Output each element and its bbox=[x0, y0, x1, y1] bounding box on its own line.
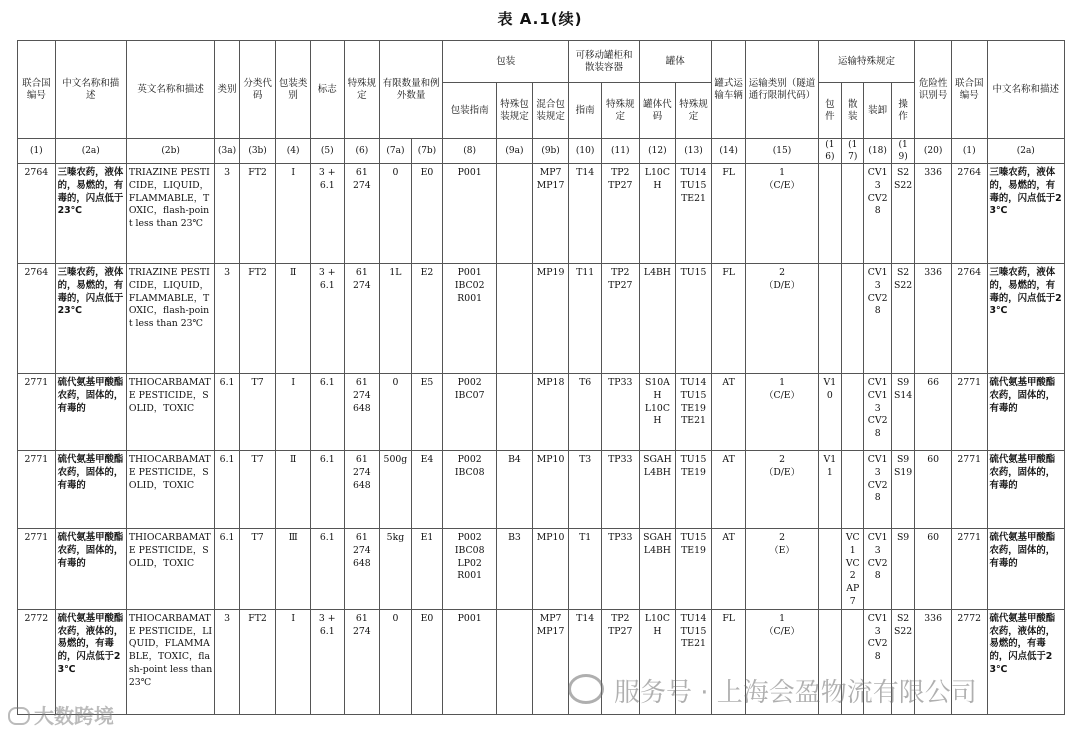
header-operation: 操作 bbox=[891, 83, 914, 139]
table-row bbox=[18, 374, 1065, 451]
cell-c14: AT bbox=[711, 529, 746, 610]
cell-c17: VC1 VC2 AP7 bbox=[842, 529, 864, 610]
cell-c13: TU14 TU15 TE21 bbox=[676, 164, 712, 264]
watermark-left bbox=[8, 700, 114, 729]
header-vehicle: 罐式运输车辆 bbox=[711, 41, 746, 139]
cell-c10: T14 bbox=[569, 164, 602, 264]
cell-c11: TP33 bbox=[601, 451, 639, 529]
cell-c2ar: 硫代氨基甲酸酯农药，固体的，有毒的 bbox=[987, 374, 1064, 451]
cell-c10: T11 bbox=[569, 264, 602, 374]
cell-c7b: E5 bbox=[411, 374, 443, 451]
cell-c19: S9 bbox=[891, 529, 914, 610]
header-labels: 标志 bbox=[310, 41, 344, 139]
cell-c1: 2764 bbox=[18, 164, 56, 264]
column-number: (14) bbox=[711, 139, 746, 164]
header-tank-code: 罐体代码 bbox=[639, 83, 676, 139]
cell-c1r: 2764 bbox=[951, 264, 987, 374]
cell-c3a: 6.1 bbox=[215, 451, 239, 529]
cell-c8: P001 bbox=[443, 164, 497, 264]
cell-c11: TP2 TP27 bbox=[601, 609, 639, 714]
cell-c2a: 三嗪农药，液体的，易燃的，有毒的，闪点低于23℃ bbox=[55, 264, 126, 374]
cell-c7b: E0 bbox=[411, 609, 443, 714]
cell-c7b: E1 bbox=[411, 529, 443, 610]
cell-c3b: T7 bbox=[239, 529, 276, 610]
cell-c3a: 3 bbox=[215, 264, 239, 374]
watermark-right-text: 服务号 · 上海会盈物流有限公司 bbox=[614, 678, 977, 708]
header-tank-special: 特殊规定 bbox=[601, 83, 639, 139]
cell-c18: CV13 CV28 bbox=[864, 164, 891, 264]
cell-c18: CV13 CV28 bbox=[864, 609, 891, 714]
cell-c17 bbox=[842, 374, 864, 451]
cell-c7a: 0 bbox=[380, 609, 412, 714]
cell-c9b: MP7 MP17 bbox=[532, 609, 569, 714]
cell-c2b: THIOCARBAMATE PESTICIDE，LIQUID，FLAMMABLE，TOXIC，flash-point less than 23℃ bbox=[126, 609, 215, 714]
cell-c10: T1 bbox=[569, 529, 602, 610]
cell-c3b: FT2 bbox=[239, 609, 276, 714]
cell-c11: TP2 TP27 bbox=[601, 164, 639, 264]
column-number: (12) bbox=[639, 139, 676, 164]
table-title: 表 A.1(续) bbox=[497, 10, 583, 28]
cell-c12: SGAH L4BH bbox=[639, 529, 676, 610]
cell-c7b: E0 bbox=[411, 164, 443, 264]
cell-c16 bbox=[818, 264, 841, 374]
cell-c4: Ⅱ bbox=[276, 451, 311, 529]
watermark-right bbox=[568, 672, 977, 709]
cell-c2b: THIOCARBAMATE PESTICIDE，SOLID，TOXIC bbox=[126, 374, 215, 451]
cell-c14: AT bbox=[711, 451, 746, 529]
cell-c9a bbox=[497, 264, 533, 374]
column-number: (17) bbox=[842, 139, 864, 164]
cell-c15: 1 （C/E） bbox=[746, 164, 818, 264]
header-packaging: 包装 bbox=[443, 41, 569, 83]
cell-c1: 2771 bbox=[18, 374, 56, 451]
cell-c3b: FT2 bbox=[239, 164, 276, 264]
cell-c2a: 硫代氨基甲酸酯农药，固体的，有毒的 bbox=[55, 529, 126, 610]
cell-c8: P001 bbox=[443, 609, 497, 714]
cell-c16: V11 bbox=[818, 451, 841, 529]
cell-c6: 61 274 648 bbox=[344, 529, 380, 610]
column-number: (4) bbox=[276, 139, 311, 164]
cell-c5: 6.1 bbox=[310, 374, 344, 451]
cell-c19: S2 S22 bbox=[891, 609, 914, 714]
column-number-row bbox=[18, 139, 1065, 164]
cell-c9b: MP10 bbox=[532, 451, 569, 529]
cell-c4: Ⅲ bbox=[276, 529, 311, 610]
cell-c11: TP33 bbox=[601, 374, 639, 451]
column-number: (20) bbox=[915, 139, 952, 164]
column-number: (2a) bbox=[987, 139, 1064, 164]
column-number: (19) bbox=[891, 139, 914, 164]
cell-c9b: MP19 bbox=[532, 264, 569, 374]
cell-c13: TU14 TU15 TE19 TE21 bbox=[676, 374, 712, 451]
cell-c9a: B3 bbox=[497, 529, 533, 610]
cell-c8: P002 IBC08 LP02 R001 bbox=[443, 529, 497, 610]
cell-c1r: 2771 bbox=[951, 529, 987, 610]
cell-c9b: MP7 MP17 bbox=[532, 164, 569, 264]
cell-c4: Ⅱ bbox=[276, 264, 311, 374]
cell-c1r: 2771 bbox=[951, 451, 987, 529]
cell-c9a bbox=[497, 609, 533, 714]
cell-c5: 3 + 6.1 bbox=[310, 264, 344, 374]
header-name-cn-right: 中文名称和描述 bbox=[987, 41, 1064, 139]
cell-c2a: 硫代氨基甲酸酯农药，液体的，易燃的，有毒的，闪点低于23℃ bbox=[55, 609, 126, 714]
cell-c6: 61 274 bbox=[344, 164, 380, 264]
column-number: (1) bbox=[18, 139, 56, 164]
cell-c12: S10AH L10CH bbox=[639, 374, 676, 451]
column-number: (7a) bbox=[380, 139, 412, 164]
header-un-no-right: 联合国编号 bbox=[951, 41, 987, 139]
cell-c18: CV13 CV28 bbox=[864, 451, 891, 529]
cell-c9b: MP10 bbox=[532, 529, 569, 610]
cell-c17 bbox=[842, 451, 864, 529]
cell-c7b: E4 bbox=[411, 451, 443, 529]
table-row bbox=[18, 164, 1065, 264]
cell-c13: TU15 TE19 bbox=[676, 451, 712, 529]
cell-c8: P001 IBC02 R001 bbox=[443, 264, 497, 374]
table-body bbox=[18, 164, 1065, 715]
header-transport-category: 运输类别（隧道通行限制代码） bbox=[746, 41, 818, 139]
cell-c8: P002 IBC08 bbox=[443, 451, 497, 529]
cell-c20: 60 bbox=[915, 529, 952, 610]
header-name-cn: 中文名称和描述 bbox=[55, 41, 126, 139]
cell-c4: Ⅰ bbox=[276, 609, 311, 714]
cell-c1r: 2772 bbox=[951, 609, 987, 714]
cell-c2a: 三嗪农药，液体的，易燃的，有毒的，闪点低于23℃ bbox=[55, 164, 126, 264]
column-number: (7b) bbox=[411, 139, 443, 164]
column-number: (15) bbox=[746, 139, 818, 164]
header-tank-special-2: 特殊规定 bbox=[676, 83, 712, 139]
cell-c3a: 6.1 bbox=[215, 374, 239, 451]
cell-c9a bbox=[497, 164, 533, 264]
cell-c12: SGAH L4BH bbox=[639, 451, 676, 529]
cell-c18: CV1 CV13 CV28 bbox=[864, 374, 891, 451]
cell-c6: 61 274 bbox=[344, 609, 380, 714]
cell-c20: 336 bbox=[915, 609, 952, 714]
cell-c14: AT bbox=[711, 374, 746, 451]
cell-c2b: TRIAZINE PESTICIDE，LIQUID，FLAMMABLE，TOXIC，flash-point less than 23℃ bbox=[126, 264, 215, 374]
cell-c15: 2 （E） bbox=[746, 529, 818, 610]
cell-c8: P002 IBC07 bbox=[443, 374, 497, 451]
cell-c5: 3 + 6.1 bbox=[310, 164, 344, 264]
cell-c9b: MP18 bbox=[532, 374, 569, 451]
cell-c20: 60 bbox=[915, 451, 952, 529]
header-tank-instruction: 指南 bbox=[569, 83, 602, 139]
cell-c14: FL bbox=[711, 609, 746, 714]
cell-c16: V10 bbox=[818, 374, 841, 451]
column-number: (6) bbox=[344, 139, 380, 164]
cell-c2ar: 硫代氨基甲酸酯农药，液体的，易燃的，有毒的，闪点低于23℃ bbox=[987, 609, 1064, 714]
cell-c2ar: 硫代氨基甲酸酯农药，固体的，有毒的 bbox=[987, 451, 1064, 529]
column-number: (16) bbox=[818, 139, 841, 164]
cell-c2ar: 硫代氨基甲酸酯农药，固体的，有毒的 bbox=[987, 529, 1064, 610]
cell-c3a: 6.1 bbox=[215, 529, 239, 610]
column-number: (18) bbox=[864, 139, 891, 164]
column-number: (9a) bbox=[497, 139, 533, 164]
cell-c11: TP33 bbox=[601, 529, 639, 610]
cell-c13: TU14 TU15 TE21 bbox=[676, 609, 712, 714]
cell-c7a: 1L bbox=[380, 264, 412, 374]
header-packing-instruction: 包装指南 bbox=[443, 83, 497, 139]
cell-c10: T6 bbox=[569, 374, 602, 451]
cell-c14: FL bbox=[711, 264, 746, 374]
cell-c16 bbox=[818, 529, 841, 610]
wechat-icon bbox=[568, 674, 604, 704]
header-name-en: 英文名称和描述 bbox=[126, 41, 215, 139]
column-number: (10) bbox=[569, 139, 602, 164]
cell-c1: 2772 bbox=[18, 609, 56, 714]
column-number: (2a) bbox=[55, 139, 126, 164]
column-number: (3b) bbox=[239, 139, 276, 164]
cell-c6: 61 274 648 bbox=[344, 374, 380, 451]
dangerous-goods-table bbox=[17, 40, 1065, 715]
cell-c5: 6.1 bbox=[310, 529, 344, 610]
watermark-left-text: 大数跨境 bbox=[34, 704, 114, 728]
header-bulk: 散装 bbox=[842, 83, 864, 139]
cell-c9a bbox=[497, 374, 533, 451]
column-number: (8) bbox=[443, 139, 497, 164]
cell-c10: T14 bbox=[569, 609, 602, 714]
cell-c6: 61 274 648 bbox=[344, 451, 380, 529]
cell-c15: 1 （C/E） bbox=[746, 609, 818, 714]
cell-c2b: THIOCARBAMATE PESTICIDE，SOLID，TOXIC bbox=[126, 451, 215, 529]
cell-c12: L10CH bbox=[639, 164, 676, 264]
column-number: (3a) bbox=[215, 139, 239, 164]
cell-c7a: 0 bbox=[380, 164, 412, 264]
cell-c15: 1 （C/E） bbox=[746, 374, 818, 451]
column-number: (2b) bbox=[126, 139, 215, 164]
cell-c6: 61 274 bbox=[344, 264, 380, 374]
header-portable-tanks: 可移动罐柜和散装容器 bbox=[569, 41, 639, 83]
cell-c7a: 500g bbox=[380, 451, 412, 529]
header-limited-excepted: 有限数量和例外数量 bbox=[380, 41, 443, 139]
cell-c18: CV13 CV28 bbox=[864, 264, 891, 374]
cell-c2ar: 三嗪农药，液体的，易燃的，有毒的，闪点低于23℃ bbox=[987, 164, 1064, 264]
cell-c18: CV13 CV28 bbox=[864, 529, 891, 610]
cell-c19: S9 S14 bbox=[891, 374, 914, 451]
header-mixed-packing: 混合包装规定 bbox=[532, 83, 569, 139]
cell-c13: TU15 TE19 bbox=[676, 529, 712, 610]
cell-c20: 336 bbox=[915, 264, 952, 374]
cell-c14: FL bbox=[711, 164, 746, 264]
header-hazard-id: 危险性识别号 bbox=[915, 41, 952, 139]
cell-c16 bbox=[818, 164, 841, 264]
cell-c15: 2 （D/E） bbox=[746, 264, 818, 374]
link-icon bbox=[8, 707, 30, 725]
cell-c11: TP2 TP27 bbox=[601, 264, 639, 374]
cell-c9a: B4 bbox=[497, 451, 533, 529]
cell-c5: 6.1 bbox=[310, 451, 344, 529]
cell-c13: TU15 bbox=[676, 264, 712, 374]
cell-c7a: 5kg bbox=[380, 529, 412, 610]
cell-c1r: 2771 bbox=[951, 374, 987, 451]
cell-c3b: T7 bbox=[239, 451, 276, 529]
cell-c2b: THIOCARBAMATE PESTICIDE，SOLID，TOXIC bbox=[126, 529, 215, 610]
header-class-code: 分类代码 bbox=[239, 41, 276, 139]
header-packages: 包件 bbox=[818, 83, 841, 139]
column-number: (11) bbox=[601, 139, 639, 164]
cell-c12: L10CH bbox=[639, 609, 676, 714]
column-number: (9b) bbox=[532, 139, 569, 164]
cell-c10: T3 bbox=[569, 451, 602, 529]
table-row bbox=[18, 529, 1065, 610]
header-tank: 罐体 bbox=[639, 41, 711, 83]
header-loading: 装卸 bbox=[864, 83, 891, 139]
header-packing-group: 包装类别 bbox=[276, 41, 311, 139]
table-row bbox=[18, 264, 1065, 374]
cell-c12: L4BH bbox=[639, 264, 676, 374]
header-un-no: 联合国编号 bbox=[18, 41, 56, 139]
cell-c1: 2771 bbox=[18, 451, 56, 529]
cell-c1: 2764 bbox=[18, 264, 56, 374]
cell-c19: S2 S22 bbox=[891, 264, 914, 374]
cell-c19: S2 S22 bbox=[891, 164, 914, 264]
column-number: (13) bbox=[676, 139, 712, 164]
cell-c2a: 硫代氨基甲酸酯农药，固体的，有毒的 bbox=[55, 374, 126, 451]
cell-c2a: 硫代氨基甲酸酯农药，固体的，有毒的 bbox=[55, 451, 126, 529]
column-number: (1) bbox=[951, 139, 987, 164]
cell-c20: 336 bbox=[915, 164, 952, 264]
cell-c17 bbox=[842, 264, 864, 374]
cell-c20: 66 bbox=[915, 374, 952, 451]
cell-c7b: E2 bbox=[411, 264, 443, 374]
header-special-provisions: 特殊规定 bbox=[344, 41, 380, 139]
header-class: 类别 bbox=[215, 41, 239, 139]
cell-c4: Ⅰ bbox=[276, 164, 311, 264]
cell-c15: 2 （D/E） bbox=[746, 451, 818, 529]
cell-c3b: T7 bbox=[239, 374, 276, 451]
table-row bbox=[18, 451, 1065, 529]
cell-c19: S9 S19 bbox=[891, 451, 914, 529]
cell-c5: 3 + 6.1 bbox=[310, 609, 344, 714]
cell-c3b: FT2 bbox=[239, 264, 276, 374]
cell-c17 bbox=[842, 164, 864, 264]
cell-c1: 2771 bbox=[18, 529, 56, 610]
cell-c7a: 0 bbox=[380, 374, 412, 451]
header-transport-special: 运输特殊规定 bbox=[818, 41, 915, 83]
column-number: (5) bbox=[310, 139, 344, 164]
cell-c3a: 3 bbox=[215, 164, 239, 264]
cell-c3a: 3 bbox=[215, 609, 239, 714]
cell-c1r: 2764 bbox=[951, 164, 987, 264]
header-special-packing: 特殊包装规定 bbox=[497, 83, 533, 139]
cell-c2ar: 三嗪农药，液体的，易燃的，有毒的，闪点低于23℃ bbox=[987, 264, 1064, 374]
cell-c4: Ⅰ bbox=[276, 374, 311, 451]
cell-c2b: TRIAZINE PESTICIDE，LIQUID，FLAMMABLE，TOXIC，flash-point less than 23℃ bbox=[126, 164, 215, 264]
